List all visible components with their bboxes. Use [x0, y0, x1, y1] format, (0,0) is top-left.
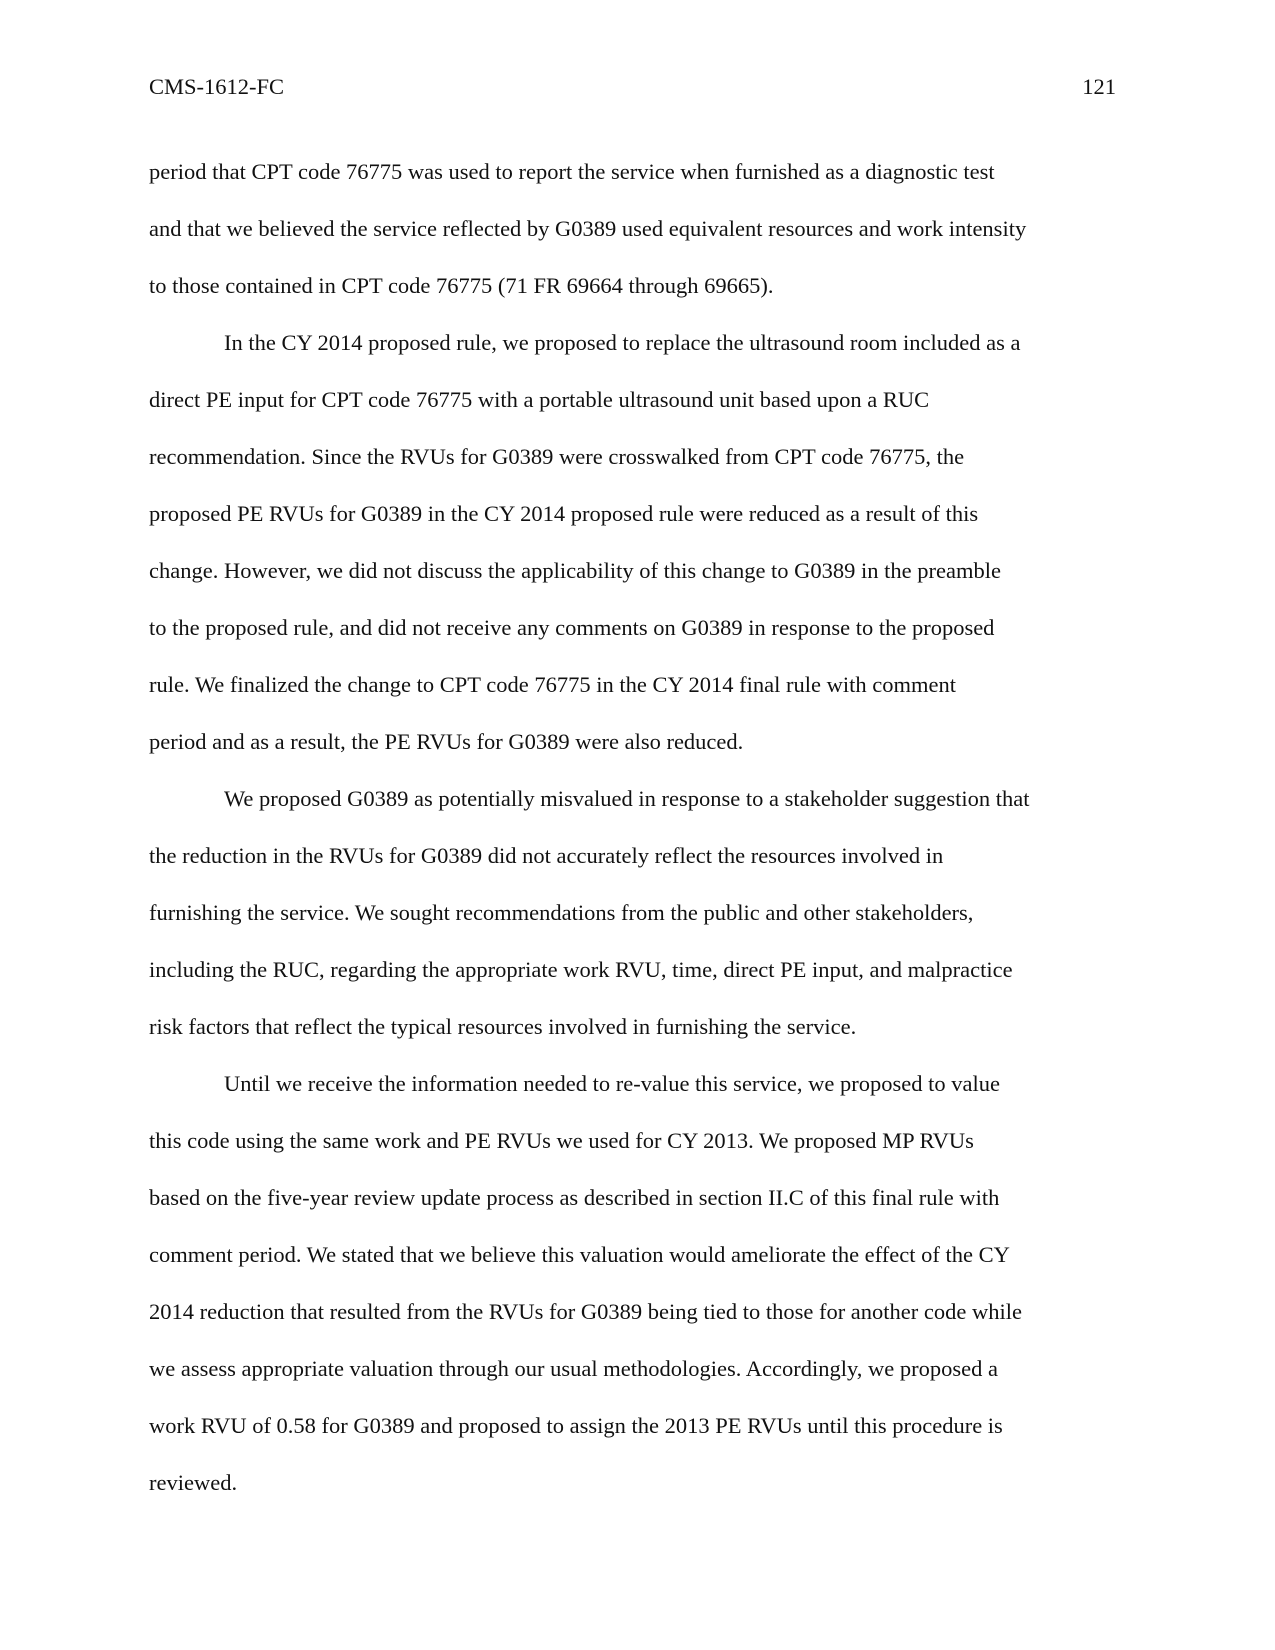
text-line: the reduction in the RVUs for G0389 did not accurately reflect the resources involved in [149, 843, 944, 868]
text-line: proposed PE RVUs for G0389 in the CY 2014 proposed rule were reduced as a result of this [149, 501, 979, 526]
text-line: we assess appropriate valuation through our usual methodologies. Accordingly, we proposed a [149, 1356, 998, 1381]
page-number: 121 [1082, 74, 1116, 99]
text-line: rule. We finalized the change to CPT code 76775 in the CY 2014 final rule with comment [149, 672, 956, 697]
text-line: direct PE input for CPT code 76775 with a portable ultrasound unit based upon a RUC [149, 387, 930, 412]
document-id: CMS-1612-FC [149, 74, 285, 99]
text-line: period that CPT code 76775 was used to report the service when furnished as a diagnostic test [149, 159, 995, 184]
document-body [149, 143, 1116, 1511]
text-line: to the proposed rule, and did not receive any comments on G0389 in response to the proposed [149, 615, 995, 640]
text-line: based on the five-year review update process as described in section II.C of this final rule with [149, 1185, 1000, 1210]
text-line: this code using the same work and PE RVUs we used for CY 2013. We proposed MP RVUs [149, 1128, 974, 1153]
text-line: comment period. We stated that we believe this valuation would ameliorate the effect of the CY [149, 1242, 1010, 1267]
text-line: including the RUC, regarding the appropriate work RVU, time, direct PE input, and malpractice [149, 957, 1013, 982]
text-line: work RVU of 0.58 for G0389 and proposed to assign the 2013 PE RVUs until this procedure is [149, 1413, 1003, 1438]
text-line: reviewed. [149, 1470, 238, 1495]
text-line: furnishing the service. We sought recommendations from the public and other stakeholders, [149, 900, 974, 925]
text-line: 2014 reduction that resulted from the RVUs for G0389 being tied to those for another code while [149, 1299, 1022, 1324]
text-line: change. However, we did not discuss the applicability of this change to G0389 in the preamble [149, 558, 1002, 583]
paragraph-first-line: We proposed G0389 as potentially misvalued in response to a stakeholder suggestion that [224, 786, 1030, 811]
paragraph-first-line: In the CY 2014 proposed rule, we proposed to replace the ultrasound room included as a [224, 330, 1021, 355]
text-line: recommendation. Since the RVUs for G0389 were crosswalked from CPT code 76775, the [149, 444, 965, 469]
paragraph-first-line: Until we receive the information needed to re-value this service, we proposed to value [224, 1071, 1000, 1096]
text-line: to those contained in CPT code 76775 (71 FR 69664 through 69665). [149, 273, 774, 298]
text-line: and that we believed the service reflected by G0389 used equivalent resources and work intensity [149, 216, 1027, 241]
page-header [149, 72, 1116, 102]
text-line: risk factors that reflect the typical resources involved in furnishing the service. [149, 1014, 857, 1039]
text-line: period and as a result, the PE RVUs for G0389 were also reduced. [149, 729, 744, 754]
